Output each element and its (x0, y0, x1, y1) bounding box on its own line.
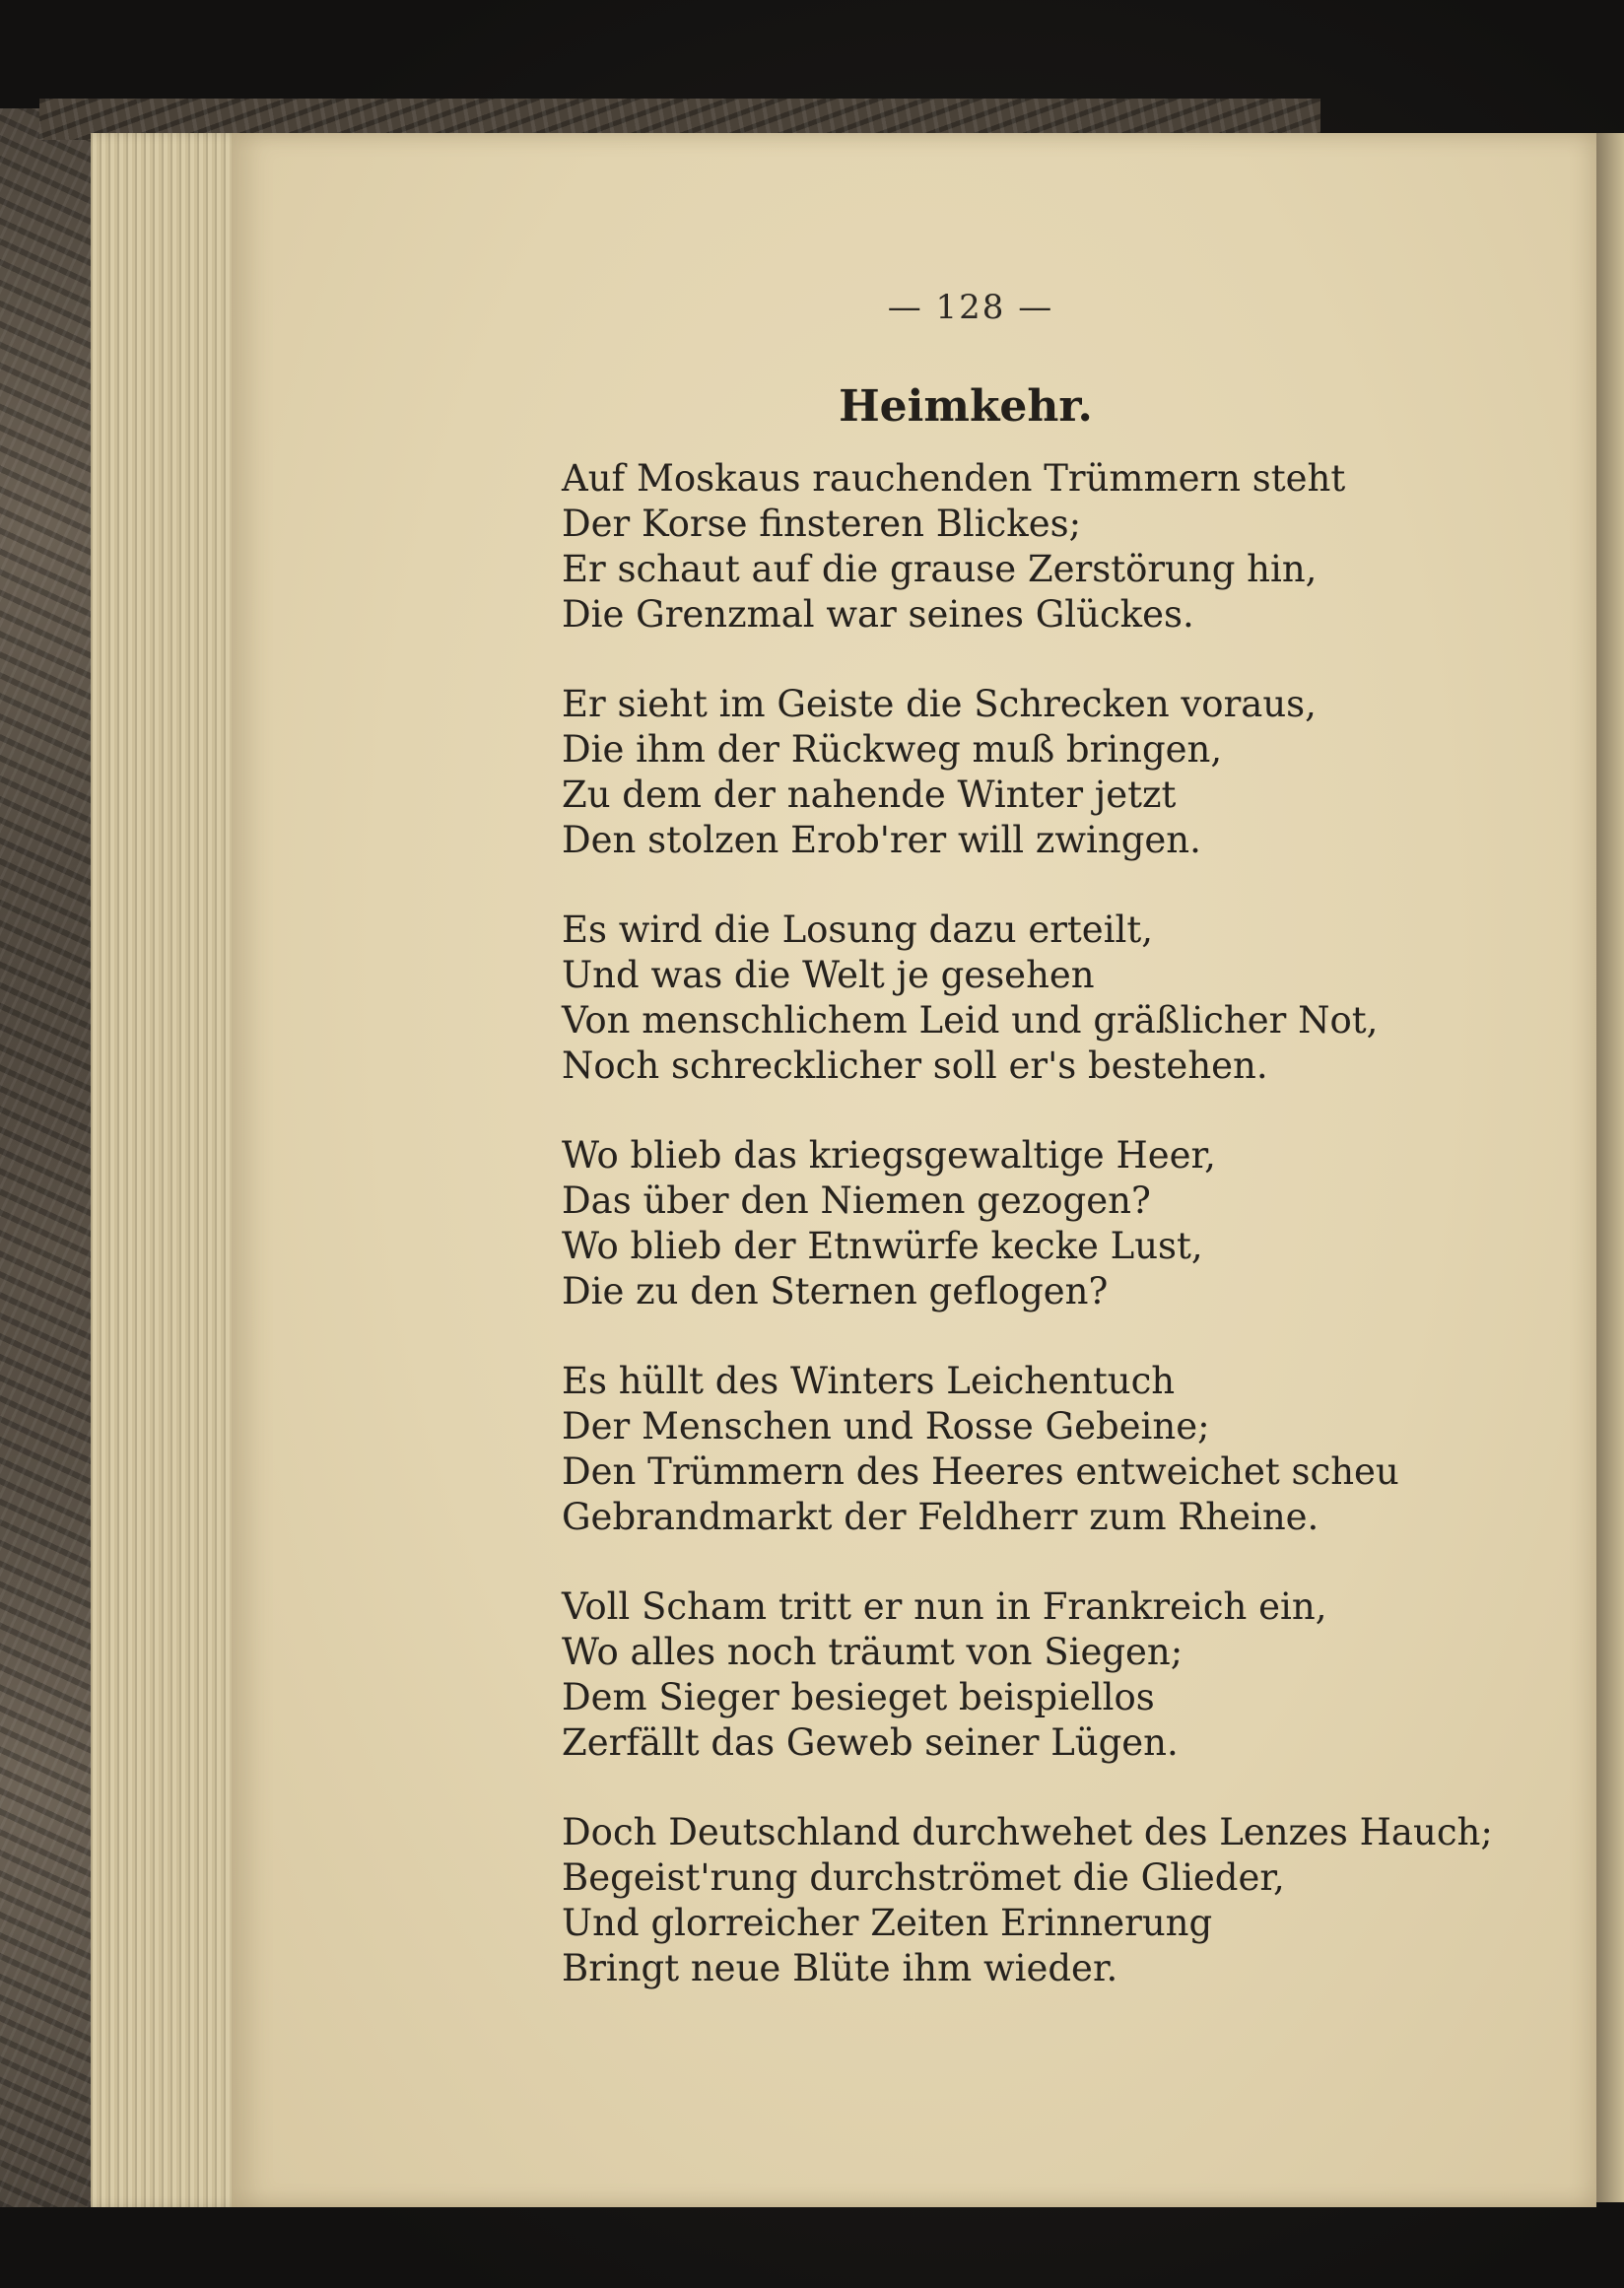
poem-title: Heimkehr. (839, 381, 1093, 432)
poem-line: Wo alles noch träumt von Siegen; (562, 1631, 1184, 1673)
poem-line: Und was die Welt je gesehen (562, 954, 1095, 996)
poem-line: Er schaut auf die grause Zerstörung hin, (562, 548, 1318, 590)
poem-line: Von menschlichem Leid und gräßlicher Not, (562, 999, 1379, 1042)
poem-line: Es hüllt des Winters Leichentuch (562, 1360, 1176, 1402)
poem-line: Wo blieb der Etnwürfe kecke Lust, (562, 1225, 1203, 1267)
poem-line: Auf Moskaus rauchenden Trümmern steht (562, 457, 1346, 500)
stanza (562, 1810, 1596, 1991)
poem-line: Die zu den Sternen geflogen? (562, 1270, 1109, 1312)
poem-line: Zerfällt das Geweb seiner Lügen. (562, 1721, 1179, 1764)
poem-line: Wo blieb das kriegsgewaltige Heer, (562, 1134, 1216, 1177)
poem-line: Und glorreicher Zeiten Erinnerung (562, 1902, 1213, 1944)
poem-line: Die Grenzmal war seines Glückes. (562, 593, 1194, 636)
stanza (562, 1133, 1596, 1314)
poem-line: Er sieht im Geiste die Schrecken voraus, (562, 683, 1317, 725)
poem-line: Dem Sieger besieget beispiellos (562, 1676, 1155, 1718)
poem-line: Die ihm der Rückweg muß bringen, (562, 728, 1223, 771)
page-edges (91, 133, 248, 2207)
poem-line: Voll Scham tritt er nun in Frankreich ein, (562, 1585, 1327, 1628)
poem-line: Der Menschen und Rosse Gebeine; (562, 1405, 1210, 1447)
stanza (562, 456, 1596, 638)
poem-line: Den Trümmern des Heeres entweichet scheu (562, 1450, 1399, 1493)
poem-line: Bringt neue Blüte ihm wieder. (562, 1947, 1118, 1989)
poem-line: Der Korse finsteren Blickes; (562, 503, 1082, 545)
facing-page-edge (1596, 133, 1624, 2202)
poem-line: Das über den Niemen gezogen? (562, 1179, 1151, 1222)
poem-body (562, 456, 1596, 2036)
stanza (562, 1359, 1596, 1540)
poem-line: Den stolzen Erob'rer will zwingen. (562, 819, 1201, 861)
poem-line: Es wird die Losung dazu erteilt, (562, 908, 1153, 951)
poem-line: Noch schrecklicher soll er's bestehen. (562, 1044, 1268, 1087)
stanza (562, 908, 1596, 1089)
poem-line: Gebrandmarkt der Feldherr zum Rheine. (562, 1496, 1320, 1538)
page-number: — 128 — (887, 288, 1054, 327)
poem-line: Doch Deutschland durchwehet des Lenzes Hauch; (562, 1811, 1493, 1853)
poem-line: Begeist'rung durchströmet die Glieder, (562, 1856, 1285, 1899)
stanza (562, 1584, 1596, 1766)
poem-line: Zu dem der nahende Winter jetzt (562, 774, 1177, 816)
stanza (562, 682, 1596, 863)
